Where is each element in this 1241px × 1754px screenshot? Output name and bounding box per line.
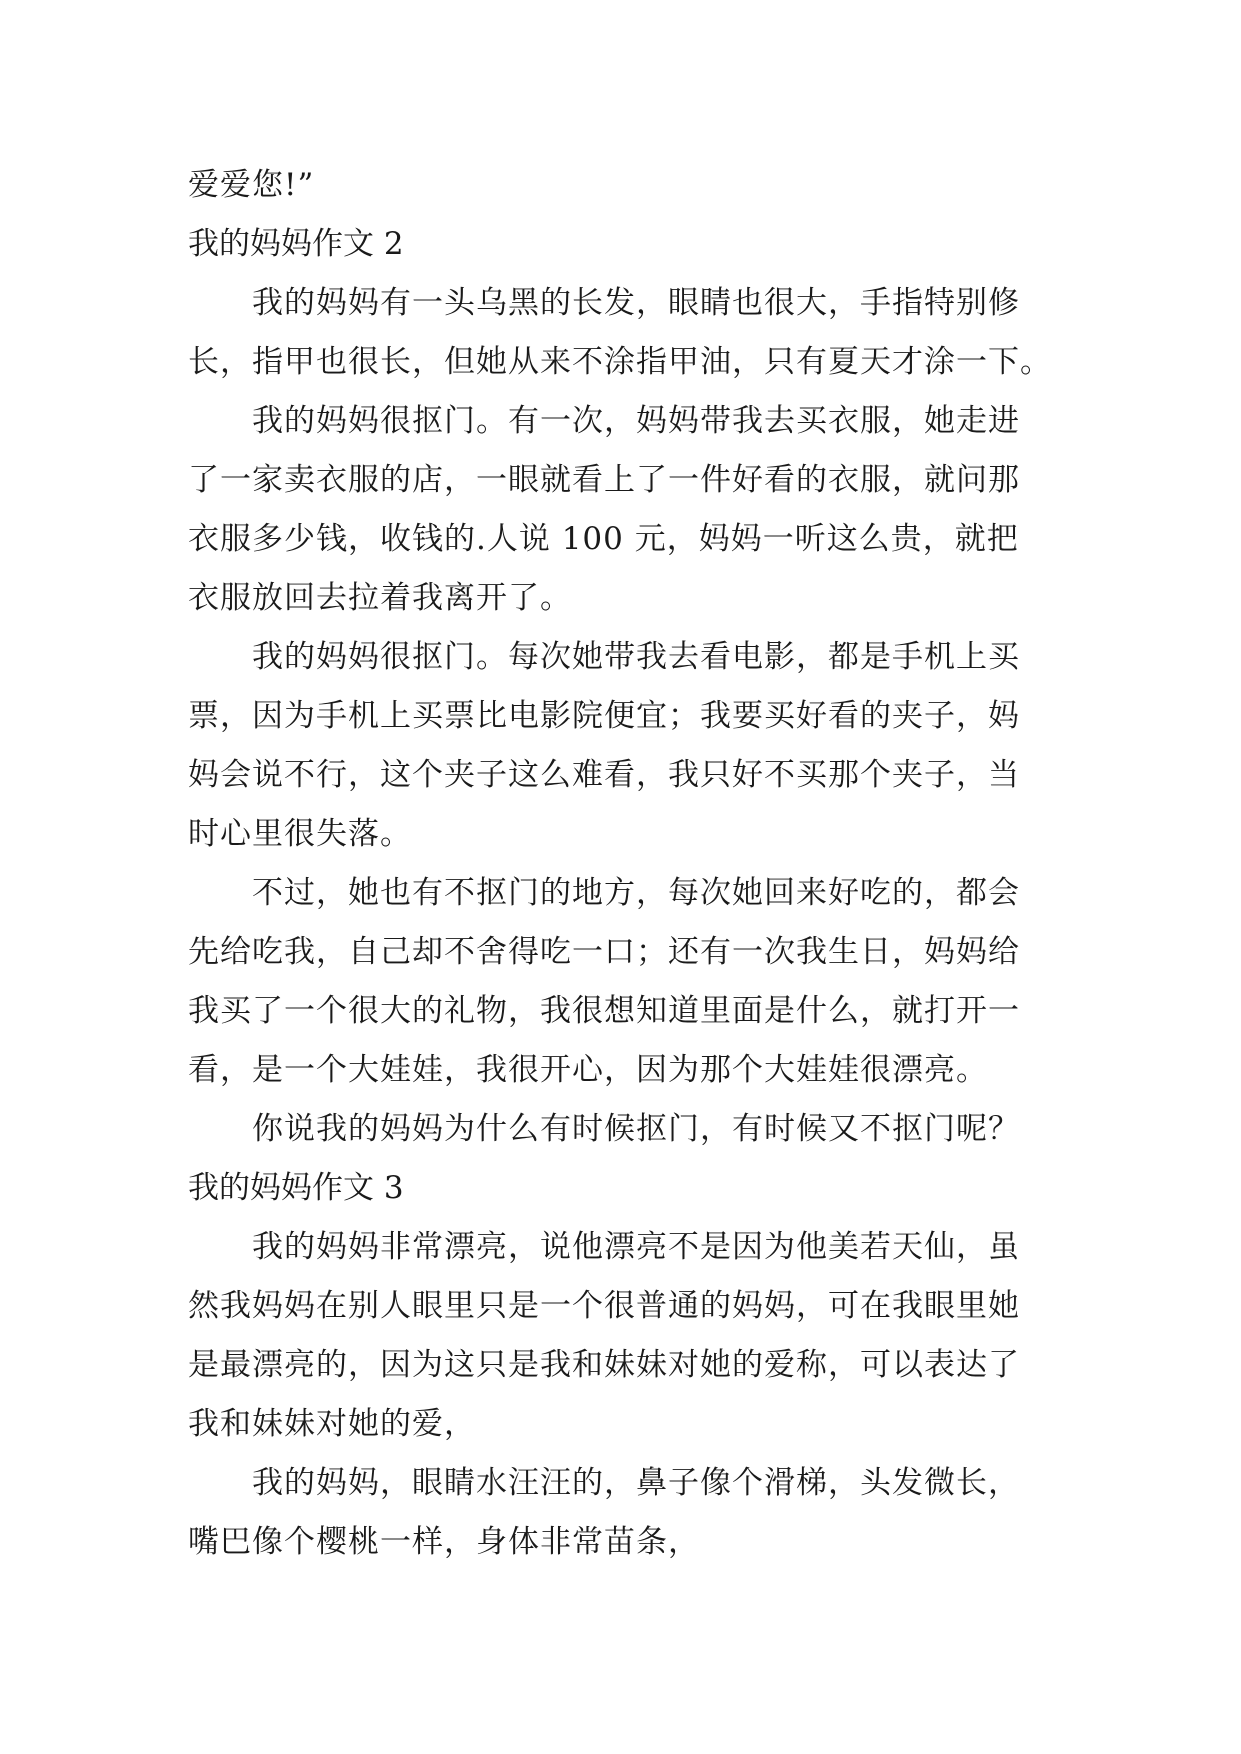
- text-line: 然我妈妈在别人眼里只是一个很普通的妈妈，可在我眼里她: [188, 1288, 1020, 1324]
- text-line: 长，指甲也很长，但她从来不涂指甲油，只有夏天才涂一下。: [188, 344, 1052, 380]
- text-line: 票，因为手机上买票比电影院便宜；我要买好看的夹子，妈: [188, 698, 1020, 734]
- paragraph-line: 我的妈妈很抠门。每次她带我去看电影，都是手机上买: [252, 639, 1020, 675]
- section-heading: 我的妈妈作文 2: [188, 226, 404, 262]
- document-page: [188, 156, 1058, 1572]
- text-line: 我买了一个很大的礼物，我很想知道里面是什么，就打开一: [188, 993, 1020, 1029]
- text-line: 嘴巴像个樱桃一样，身体非常苗条，: [188, 1524, 700, 1560]
- text-line: 妈会说不行，这个夹子这么难看，我只好不买那个夹子，当: [188, 757, 1020, 793]
- text-line: 看，是一个大娃娃，我很开心，因为那个大娃娃很漂亮。: [188, 1052, 988, 1088]
- paragraph-line: 我的妈妈有一头乌黑的长发，眼睛也很大，手指特别修: [252, 285, 1020, 321]
- text-line: 爱爱您!”: [188, 167, 315, 203]
- text-line: 时心里很失落。: [188, 816, 412, 852]
- text-line: 先给吃我，自己却不舍得吃一口；还有一次我生日，妈妈给: [188, 934, 1020, 970]
- paragraph-line: 我的妈妈很抠门。有一次，妈妈带我去买衣服，她走进: [252, 403, 1020, 439]
- paragraph-line: 我的妈妈，眼睛水汪汪的，鼻子像个滑梯，头发微长，: [252, 1465, 1020, 1501]
- paragraph-line: 你说我的妈妈为什么有时候抠门，有时候又不抠门呢？: [252, 1111, 1020, 1147]
- paragraph-line: 我的妈妈非常漂亮，说他漂亮不是因为他美若天仙，虽: [252, 1229, 1020, 1265]
- paragraph-line: 不过，她也有不抠门的地方，每次她回来好吃的，都会: [252, 875, 1020, 911]
- section-heading: 我的妈妈作文 3: [188, 1170, 404, 1206]
- text-line: 我和妹妹对她的爱，: [188, 1406, 476, 1442]
- text-line: 衣服多少钱，收钱的.人说 100 元，妈妈一听这么贵，就把: [188, 521, 1019, 557]
- text-line: 了一家卖衣服的店，一眼就看上了一件好看的衣服，就问那: [188, 462, 1020, 498]
- text-line: 衣服放回去拉着我离开了。: [188, 580, 572, 616]
- text-line: 是最漂亮的，因为这只是我和妹妹对她的爱称，可以表达了: [188, 1347, 1020, 1383]
